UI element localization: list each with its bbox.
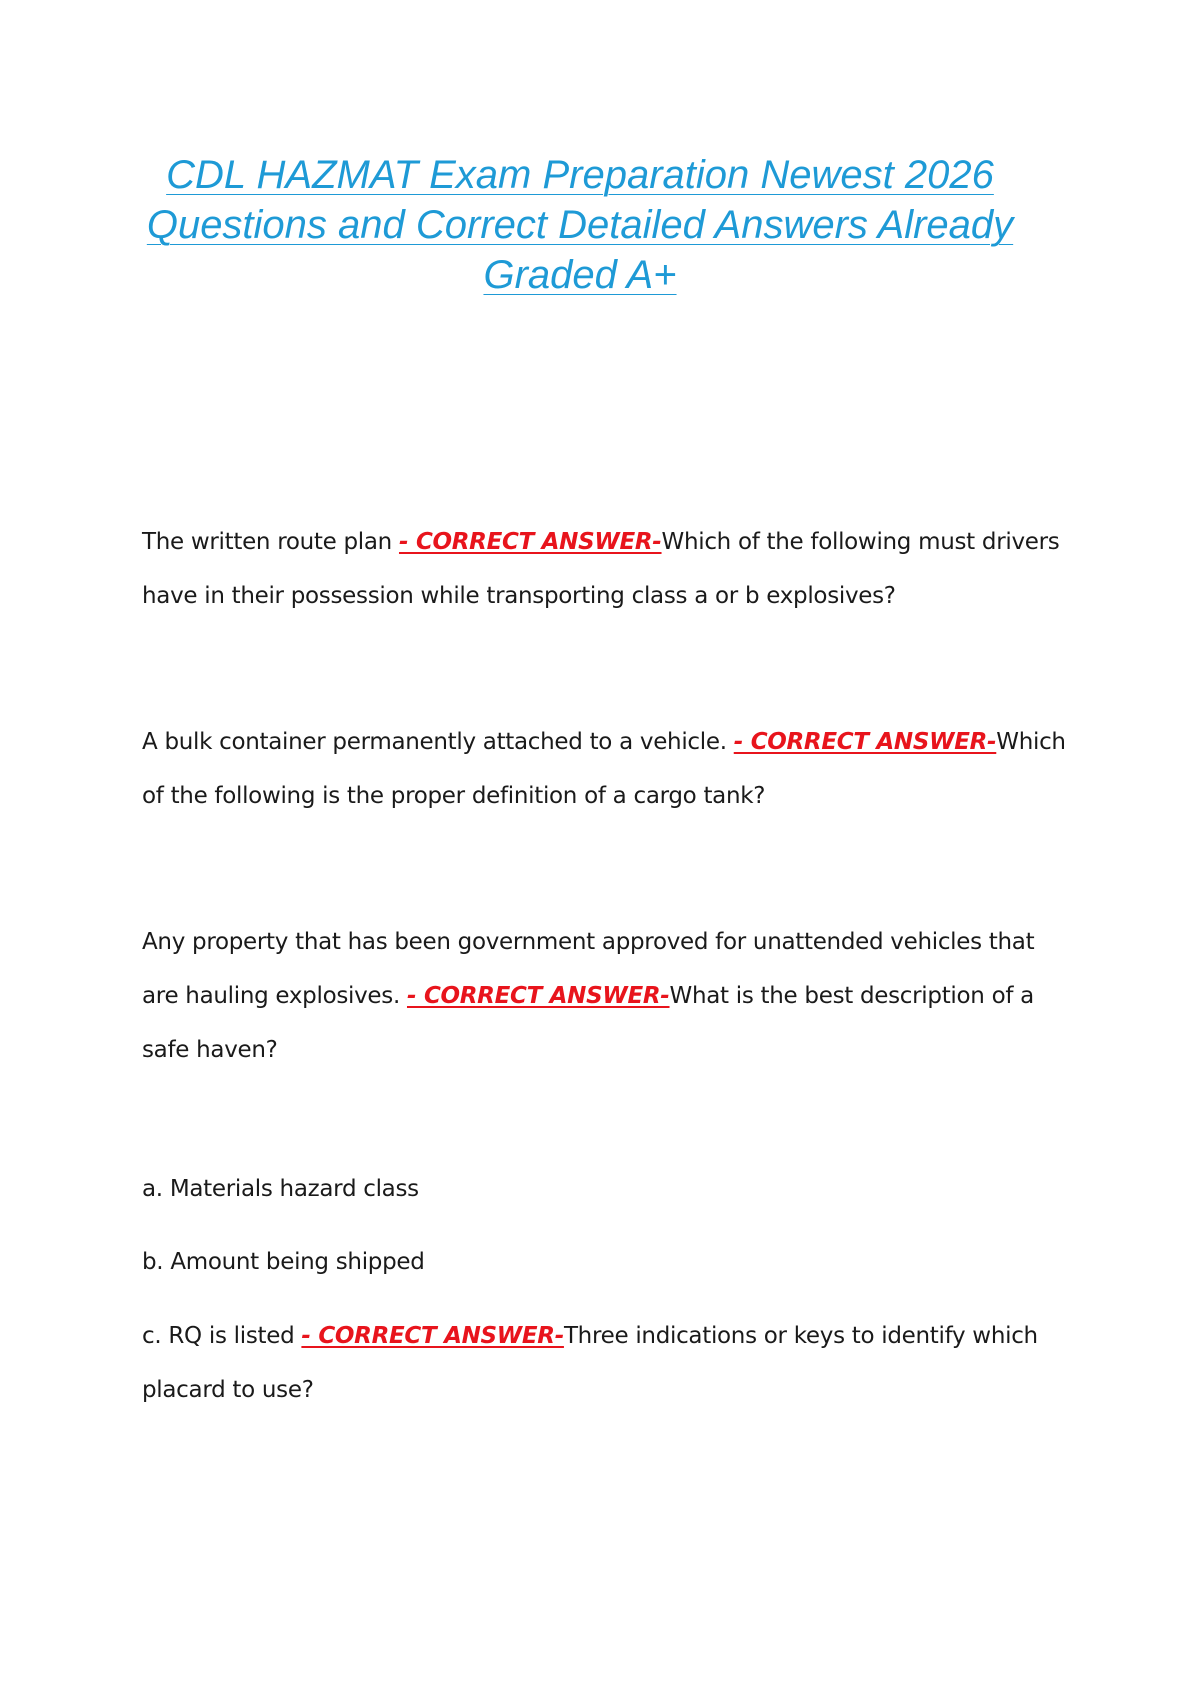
answer-text: c. RQ is listed bbox=[142, 1323, 302, 1349]
qa-item-4-option-a: a. Materials hazard class bbox=[142, 1176, 419, 1202]
question-text: What is the best description of a safe haven? bbox=[142, 983, 1034, 1063]
answer-text: A bulk container permanently attached to a vehicle. bbox=[142, 729, 734, 755]
question-text: Which of the following must drivers have in their possession while transporting class a or b explosives? bbox=[142, 529, 1060, 609]
correct-answer-marker: - CORRECT ANSWER- bbox=[406, 983, 670, 1009]
qa-item-1 bbox=[142, 515, 1072, 623]
qa-item-4-option-b: b. Amount being shipped bbox=[142, 1249, 425, 1275]
answer-text: The written route plan bbox=[142, 529, 399, 555]
correct-answer-marker: - CORRECT ANSWER- bbox=[301, 1323, 564, 1349]
question-text: Three indications or keys to identify which placard to use? bbox=[142, 1323, 1038, 1403]
correct-answer-marker: - CORRECT ANSWER- bbox=[398, 529, 662, 555]
qa-item-3 bbox=[142, 915, 1072, 1077]
qa-item-2 bbox=[142, 715, 1072, 823]
answer-text: Any property that has been government approved for unattended vehicles that are hauling explosives. bbox=[142, 929, 1035, 1009]
question-text: Which of the following is the proper definition of a cargo tank? bbox=[142, 729, 1066, 809]
qa-item-4 bbox=[142, 1309, 1072, 1417]
correct-answer-marker: - CORRECT ANSWER- bbox=[733, 729, 997, 755]
document-title: CDL HAZMAT Exam Preparation Newest 2026 Questions and Correct Detailed Answers Already Graded A+ bbox=[146, 153, 1014, 297]
